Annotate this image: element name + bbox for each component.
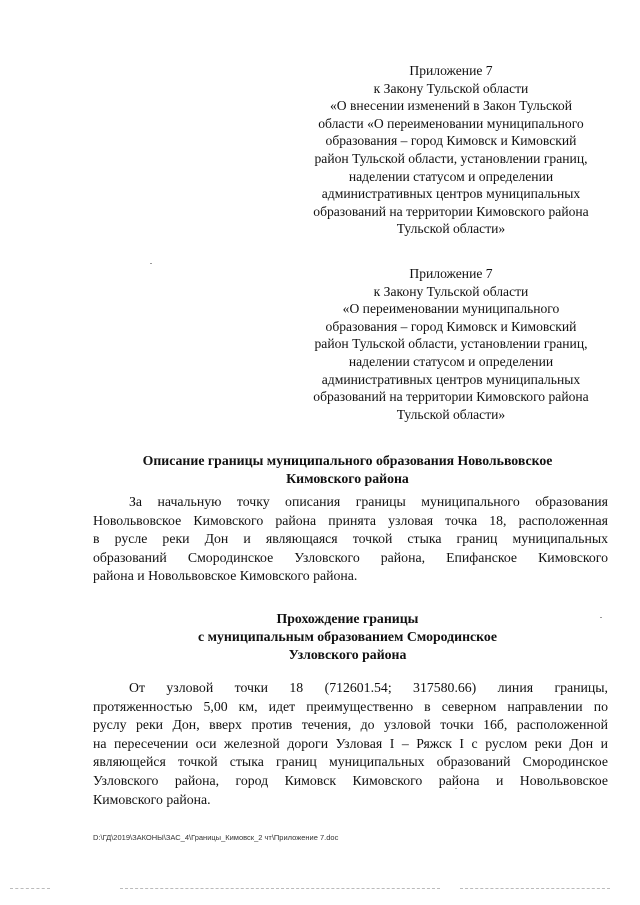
appendix-line: образования – город Кимовск и Кимовский: [325, 133, 577, 149]
scan-speck: [455, 788, 457, 789]
paragraph-line: в русле реки Дон и являющаяся точкой стыка границ муниципальных: [93, 531, 608, 547]
appendix-line: образования – город Кимовск и Кимовский: [325, 318, 577, 334]
paragraph-line: образований Смородинское Узловского района, Епифанское Кимовского: [93, 549, 608, 565]
paragraph-line: Узловского района, город Кимовск Кимовского района и Новольвовское: [93, 772, 608, 788]
scan-artifact: [460, 888, 610, 889]
appendix-original-header: [290, 265, 612, 423]
title-line: Прохождение границы: [276, 611, 419, 626]
scan-speck: [150, 263, 152, 264]
paragraph-line: руслу реки Дон, вверх против течения, до узловой точки 16б, расположенной: [93, 717, 608, 733]
document-title: [90, 452, 605, 488]
scan-artifact: [10, 888, 50, 889]
boundary-paragraph: [93, 679, 608, 809]
scan-artifact: [120, 888, 440, 889]
paragraph-line: За начальную точку описания границы муниципального образования: [129, 494, 608, 509]
appendix-line: образований на территории Кимовского района: [313, 203, 589, 219]
title-line: Описание границы муниципального образования Новольвовское: [142, 453, 553, 468]
paragraph-line: на пересечении оси железной дороги Узловая I – Ряжск I с руслом реки Дон и: [93, 735, 608, 751]
appendix-line: наделении статусом и определении: [348, 168, 554, 184]
appendix-line: Приложение 7: [409, 63, 493, 78]
appendix-line: образований на территории Кимовского района: [313, 389, 589, 405]
title-line: Узловского района: [288, 647, 407, 662]
file-path-footer: D:\ГД\2019\ЗАКОНЫ\ЗАС_4\Границы_Кимовск_2 чт\Приложение 7.doc: [93, 833, 339, 842]
appendix-line: Тульской области»: [396, 406, 506, 422]
starting-point-paragraph: [93, 493, 608, 586]
appendix-line: административных центров муниципальных: [321, 186, 581, 202]
appendix-amended-header: [290, 62, 612, 238]
paragraph-line: Новольвовское Кимовского района принята узловая точка 18, расположенная: [93, 512, 608, 528]
appendix-line: район Тульской области, установлении границ,: [314, 150, 588, 166]
appendix-line: «О внесении изменений в Закон Тульской: [329, 98, 573, 114]
paragraph-line: района и Новольвовское Кимовского района.: [93, 568, 358, 584]
appendix-line: наделении статусом и определении: [348, 353, 554, 369]
paragraph-line: Кимовского района.: [93, 791, 211, 807]
appendix-line: к Закону Тульской области: [373, 80, 529, 96]
appendix-line: административных центров муниципальных: [321, 371, 581, 387]
scan-speck: [600, 617, 602, 618]
paragraph-line: являющейся точкой стыка границ муниципальных образований Смородинское: [93, 754, 608, 770]
appendix-line: к Закону Тульской области: [373, 283, 529, 299]
appendix-line: район Тульской области, установлении границ,: [314, 336, 588, 352]
appendix-line: Приложение 7: [409, 266, 493, 281]
appendix-line: области «О переименовании муниципального: [318, 115, 584, 131]
paragraph-line: От узловой точки 18 (712601.54; 317580.66) линия границы,: [129, 680, 608, 695]
title-line: Кимовского района: [286, 471, 409, 486]
title-line: с муниципальным образованием Смородинское: [198, 629, 497, 644]
appendix-line: Тульской области»: [396, 221, 506, 237]
paragraph-line: протяженностью 5,00 км, идет преимущественно в северном направлении по: [93, 698, 608, 714]
section-title: [90, 610, 605, 664]
appendix-line: «О переименовании муниципального: [342, 301, 560, 317]
